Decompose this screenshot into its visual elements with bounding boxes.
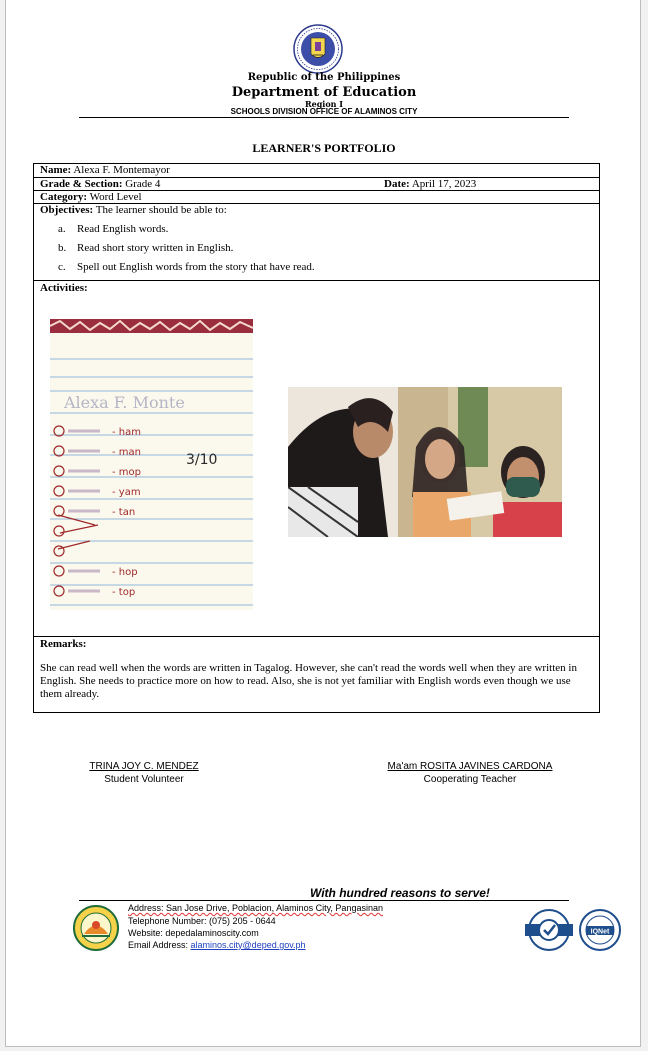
iso-certification-logo <box>523 908 575 952</box>
worksheet-name: Alexa F. Monte <box>64 393 185 412</box>
division-seal-logo <box>72 905 120 951</box>
objectives-intro: The learner should be able to: <box>95 204 227 216</box>
objectives-label: Objectives: <box>40 204 94 216</box>
remarks-text: She can read well when the words are written in Tagalog. However, she can't read the words well when they are written in English. She needs to practice more on how to read. Also, she is not yet familiar with English words even though we use them already. <box>40 662 577 700</box>
page-title: LEARNER'S PORTFOLIO <box>252 141 396 155</box>
activities-label: Activities: <box>40 282 88 294</box>
signatory-teacher <box>385 761 555 785</box>
grade-row <box>34 178 599 191</box>
name-label: Name: <box>40 164 72 176</box>
reading-activity-photo <box>288 387 562 537</box>
worksheet-entry: - top <box>112 587 136 598</box>
header-republic: Republic of the Philippines <box>247 72 401 83</box>
footer-slogan: With hundred reasons to serve! <box>310 886 490 900</box>
category-row <box>34 191 599 204</box>
signatory-role: Student Volunteer <box>104 774 184 785</box>
footer-website: Website: depedalaminoscity.com <box>128 928 259 938</box>
category-label: Category: <box>40 191 88 203</box>
signatory-name: TRINA JOY C. MENDEZ <box>89 761 199 772</box>
footer-address: Address: San Jose Drive, Poblacion, Alaminos City, Pangasinan <box>128 903 383 913</box>
category-value: Word Level <box>89 191 142 203</box>
footer-email: Email Address: alaminos.city@deped.gov.ph <box>128 940 306 950</box>
header-divider <box>79 117 569 118</box>
name-row <box>34 164 599 178</box>
header-region: Region I <box>304 99 344 109</box>
worksheet-entry: - tan <box>112 507 136 518</box>
date-label: Date: <box>384 178 410 190</box>
date-value: April 17, 2023 <box>411 178 477 190</box>
header-division: SCHOOLS DIVISION OFFICE OF ALAMINOS CITY <box>230 107 418 116</box>
footer-telephone: Telephone Number: (075) 205 - 0644 <box>128 916 276 926</box>
worksheet-entry: - hop <box>112 567 138 578</box>
objectives-row <box>34 204 599 281</box>
worksheet-entry: - man <box>112 447 141 458</box>
signatory-name: Ma'am ROSITA JAVINES CARDONA <box>387 761 553 772</box>
objective-item: b. Read short story written in English. <box>58 242 234 254</box>
grade-label: Grade & Section: <box>40 178 123 190</box>
iqnet-label: IQNet <box>590 928 610 936</box>
deped-seal-logo <box>293 24 343 74</box>
signatory-role: Cooperating Teacher <box>423 774 517 785</box>
footer-divider <box>79 900 569 901</box>
remarks-label: Remarks: <box>40 638 87 650</box>
worksheet-score: 3/10 <box>186 452 218 468</box>
iqnet-certification-logo <box>578 908 622 952</box>
objective-item: a. Read English words. <box>58 223 169 235</box>
name-value: Alexa F. Montemayor <box>73 164 170 176</box>
grade-value: Grade 4 <box>125 178 161 190</box>
signatory-volunteer <box>84 761 204 785</box>
header-department: Department of Education <box>231 85 417 100</box>
worksheet-entry: - ham <box>112 427 141 438</box>
email-link[interactable]: alaminos.city@deped.gov.ph <box>190 940 306 950</box>
worksheet-photo <box>50 319 253 610</box>
worksheet-entry: - mop <box>112 467 141 478</box>
worksheet-entry: - yam <box>112 487 141 498</box>
objective-item: c. Spell out English words from the story that have read. <box>58 261 315 273</box>
remarks-row <box>34 637 599 712</box>
